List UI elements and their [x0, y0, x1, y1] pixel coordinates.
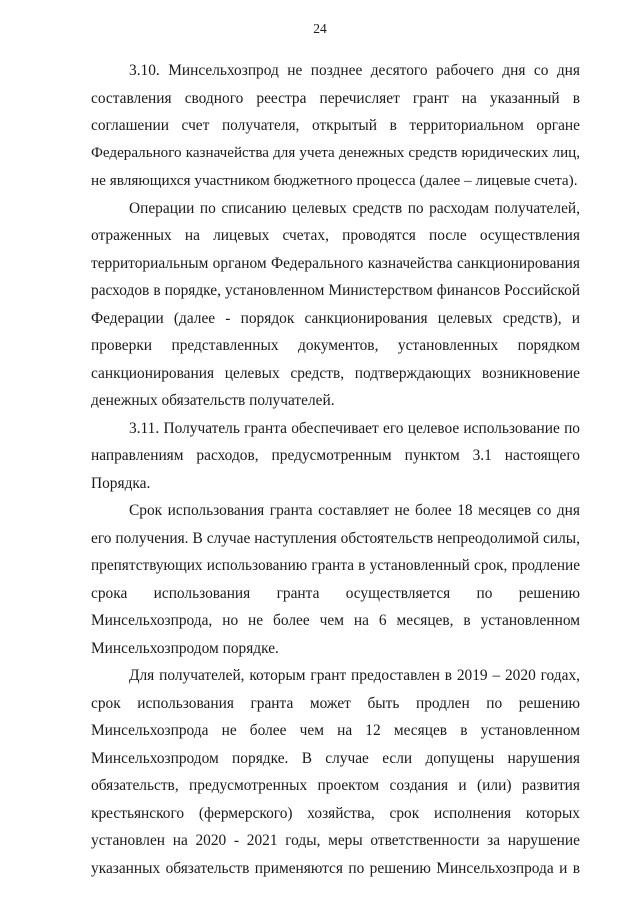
text-line: указанных обязательств применяются по решению Минсельхозпрода и в: [91, 859, 580, 877]
text-line: установлен на 2020 - 2021 годы, меры ответственности за нарушение: [91, 832, 580, 849]
page-number: 24: [313, 21, 327, 36]
text-line: Минсельхозпрода, но не более чем на 6 месяцев, в установленном: [91, 612, 580, 629]
text-line: санкционирования целевых средств, подтверждающих возникновение: [91, 364, 580, 382]
text-line: отраженных на лицевых счетах, проводятся после осуществления: [91, 227, 580, 244]
text-line: не являющихся участником бюджетного процесса (далее – лицевые счета).: [91, 172, 578, 189]
text-line: 3.11. Получатель гранта обеспечивает его целевое использование по: [129, 419, 580, 437]
text-line: Минсельхозпродом порядке. В случае если допущены нарушения: [91, 749, 580, 767]
text-line: 3.10. Минсельхозпрод не позднее десятого рабочего дня со дня: [129, 62, 580, 79]
text-line: Порядка.: [91, 474, 151, 492]
text-line: Минсельхозпродом порядке.: [91, 639, 279, 657]
text-line: направлениям расходов, предусмотренным пунктом 3.1 настоящего: [91, 447, 580, 464]
text-line: соглашении счет получателя, открытый в территориальном органе: [91, 117, 580, 134]
text-line: Срок использования гранта составляет не более 18 месяцев со дня: [129, 502, 580, 519]
document-body: [91, 57, 580, 882]
text-line: Минсельхозпрода не более чем на 12 месяцев в установленном: [91, 722, 580, 739]
text-line: составления сводного реестра перечисляет грант на указанный в: [91, 89, 580, 107]
text-line: срок использования гранта может быть продлен по решению: [91, 694, 580, 712]
text-line: денежных обязательств получателей.: [91, 392, 335, 409]
text-line: Операции по списанию целевых средств по расходам получателей,: [129, 199, 580, 217]
text-line: территориальным органом Федерального казначейства санкционирования: [91, 254, 580, 272]
text-line: Федерации (далее - порядок санкционирования целевых средств), и: [91, 309, 580, 327]
text-line: срока использования гранта осуществляется по решению: [91, 584, 580, 602]
text-line: препятствующих использованию гранта в установленный срок, продление: [91, 557, 580, 574]
text-line: Для получателей, которым грант предоставлен в 2019 – 2020 годах,: [129, 667, 580, 684]
text-line: обязательств, предусмотренных проектом создания и (или) развития: [91, 777, 580, 794]
text-line: крестьянского (фермерского) хозяйства, срок исполнения которых: [91, 804, 580, 822]
text-line: его получения. В случае наступления обстоятельств непреодолимой силы,: [91, 529, 580, 547]
text-line: проверки представленных документов, установленных порядком: [91, 337, 580, 354]
text-line: расходов в порядке, установленном Министерством финансов Российской: [91, 282, 580, 299]
text-line: Федерального казначейства для учета денежных средств юридических лиц,: [91, 144, 580, 161]
